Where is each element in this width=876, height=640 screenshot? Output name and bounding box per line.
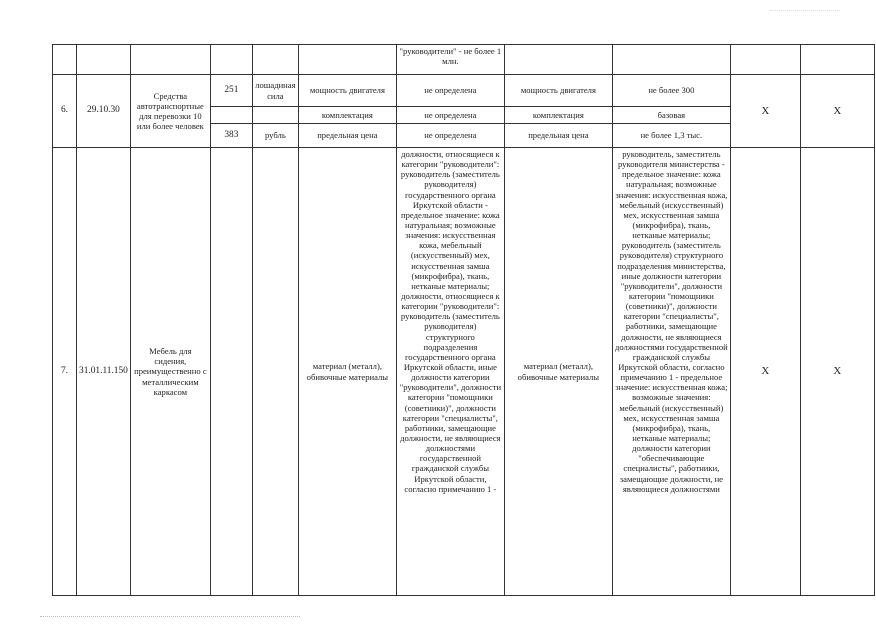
characteristic-2: предельная цена: [504, 124, 612, 148]
characteristic-2: комплектация: [504, 107, 612, 124]
characteristic-2: материал (металл), обивочные материалы: [504, 148, 612, 596]
characteristic: предельная цена: [298, 124, 396, 148]
unit-name: рубль: [252, 124, 298, 148]
cell-x1: [730, 45, 800, 75]
row-number: 7.: [53, 148, 77, 596]
unit-name: [252, 107, 298, 124]
cell-characteristic-2: [504, 45, 612, 75]
characteristic-2: мощность двигателя: [504, 75, 612, 107]
value: не определена: [396, 75, 504, 107]
row-number: 6.: [53, 75, 77, 148]
characteristic: мощность двигателя: [298, 75, 396, 107]
requirements-table: [52, 44, 875, 596]
cell-value: "руководители" - не более 1 млн.: [396, 45, 504, 75]
okpd-code: 29.10.30: [77, 75, 131, 148]
table-row: [53, 75, 875, 107]
okpd-code: 31.01.11.150: [77, 148, 131, 596]
value-2: не более 300: [612, 75, 730, 107]
okei-code: [210, 148, 252, 596]
value-2: не более 1,3 тыс.: [612, 124, 730, 148]
okei-code: 383: [210, 124, 252, 148]
cell-value-2: [612, 45, 730, 75]
x-mark-1: X: [730, 148, 800, 596]
cell-x2: [800, 45, 874, 75]
x-mark-2: X: [800, 75, 874, 148]
cell-name: [130, 45, 210, 75]
cell-num: [53, 45, 77, 75]
value: должности, относящиеся к категории "руководители": руководитель (заместитель руководителя) государственного органа Иркутской области - предельное значение: кожа натуральная; возможные значения: искусственная кожа, мебельный (искусственный) мех, искусственная замша (микрофибра), ткань, нетканые материалы; должности, относящиеся к категории "руководители": руководитель (заместитель руководителя) структурного подразделения государственного органа Иркутской области, иные должности категории "руководители", должности категории "помощники (советники)", должности категории "специалисты", работники, замещающие должности, не являющиеся должностями государственной гражданской службы Иркутской области, согласно примечанию 1 -: [396, 148, 504, 596]
table-row-continuation: [53, 45, 875, 75]
unit-name: [252, 148, 298, 596]
cell-characteristic: [298, 45, 396, 75]
scan-artifact: [40, 616, 300, 618]
x-mark-1: X: [730, 75, 800, 148]
unit-name: лошадиная сила: [252, 75, 298, 107]
value: не определена: [396, 107, 504, 124]
value-2: базовая: [612, 107, 730, 124]
characteristic: материал (металл), обивочные материалы: [298, 148, 396, 596]
value: не определена: [396, 124, 504, 148]
table-row: [53, 148, 875, 596]
characteristic: комплектация: [298, 107, 396, 124]
cell-unit: [252, 45, 298, 75]
cell-okei-code: [210, 45, 252, 75]
item-name: Мебель для сидения, преимущественно с металлическим каркасом: [130, 148, 210, 596]
okei-code: 251: [210, 75, 252, 107]
x-mark-2: X: [800, 148, 874, 596]
cell-code: [77, 45, 131, 75]
item-name: Средства автотранспортные для перевозки 10 или более человек: [130, 75, 210, 148]
scan-artifact: [770, 10, 840, 12]
value-2: руководитель, заместитель руководителя министерства - предельное значение: кожа натуральная; возможные значения: искусственная кожа, мебельный (искусственный) мех, искусственная замша (микрофибра), ткань, нетканые материалы; руководитель (заместитель руководителя) структурного подразделения министерства, иные должности категории "руководители", должности категории "помощники (советники)", должности категории "специалисты", работники, замещающие должности, не являющиеся должностями государственной гражданской службы Иркутской области, согласно примечанию 1 - предельное значение: искусственная кожа; возможные значения: мебельный (искусственный) мех, искусственная замша (микрофибра), ткань, нетканые материалы; должности категории "обеспечивающие специалисты", работники, замещающие должности, не являющиеся должностями: [612, 148, 730, 596]
okei-code: [210, 107, 252, 124]
